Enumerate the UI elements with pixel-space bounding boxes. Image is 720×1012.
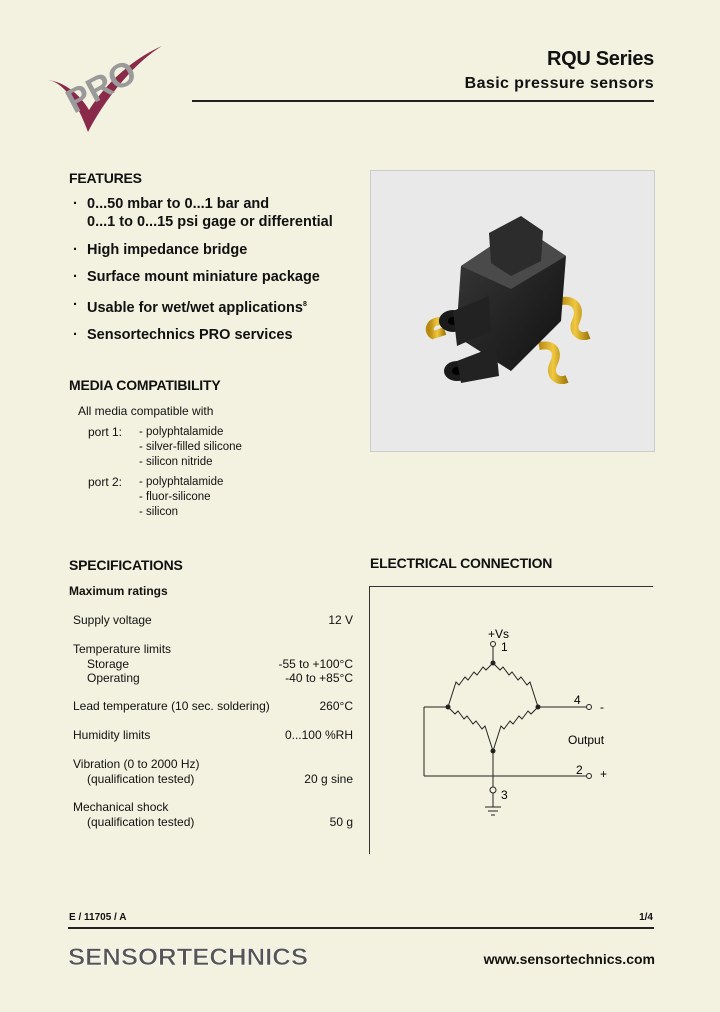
feature-item: · Surface mount miniature package — [70, 268, 360, 286]
resistor — [448, 663, 493, 707]
spec-humidity-limits: Humidity limits 0...100 %RH — [73, 728, 353, 742]
port2-label: port 2: — [88, 475, 123, 489]
logo-text: PRO — [59, 52, 143, 122]
page-number: 1/4 — [639, 912, 653, 923]
terminal-ground — [490, 787, 496, 793]
ground-icon — [485, 807, 501, 815]
features-heading: FEATURES — [69, 170, 142, 186]
pin4-label: 4 — [574, 693, 581, 707]
footer-rule — [68, 927, 654, 929]
electrical-heading: ELECTRICAL CONNECTION — [370, 555, 553, 571]
terminal-vs — [491, 642, 496, 647]
vs-label: +Vs — [488, 627, 510, 641]
port1-label: port 1: — [88, 425, 123, 439]
footnote-marker: 8 — [302, 300, 307, 308]
pin1-label: 1 — [501, 640, 508, 654]
spec-temperature-limits: Temperature limits Storage -55 to +100°C Operating -40 to +85°C — [73, 642, 353, 685]
electrical-side-rule — [369, 586, 370, 854]
resistor — [493, 707, 538, 751]
spec-mechanical-shock: Mechanical shock (qualification tested) 50 g — [73, 800, 353, 829]
spec-supply-voltage: Supply voltage 12 V — [73, 613, 353, 627]
plus-label: + — [600, 767, 608, 781]
terminal-out-minus — [587, 705, 592, 710]
features-list — [70, 195, 360, 353]
website-link[interactable]: www.sensortechnics.com — [483, 951, 655, 967]
spec-vibration: Vibration (0 to 2000 Hz) (qualification tested) 20 g sine — [73, 757, 353, 786]
sensortechnics-logo — [68, 940, 312, 972]
port1-list: - polyphtalamide - silver-filled silicone - silicon nitride — [139, 426, 242, 468]
resistor — [448, 707, 493, 751]
pin3-label: 3 — [501, 788, 508, 802]
specifications-heading: SPECIFICATIONS — [69, 557, 183, 573]
header-rule — [192, 100, 654, 102]
feature-item: · Usable for wet/wet applications$^8$ — [70, 296, 360, 317]
spec-lead-temperature: Lead temperature (10 sec. soldering) 260°C — [73, 699, 353, 713]
bridge-circuit-diagram — [372, 587, 654, 852]
pin2-label: 2 — [576, 763, 583, 777]
media-intro: All media compatible with — [78, 404, 214, 418]
port2-list: - polyphtalamide - fluor-silicone - silicon — [139, 476, 224, 518]
terminal-out-plus — [587, 774, 592, 779]
feature-item: · Sensortechnics PRO services — [70, 326, 360, 344]
minus-label: - — [600, 700, 604, 714]
media-heading: MEDIA COMPATIBILITY — [69, 377, 221, 393]
series-subtitle: Basic pressure sensors — [464, 75, 654, 92]
specifications-subheading: Maximum ratings — [69, 584, 168, 598]
brand-text: SENSORTECHNICS — [68, 944, 308, 971]
product-photo — [370, 170, 655, 452]
resistor — [493, 663, 538, 707]
pro-logo — [40, 32, 170, 142]
sensor-image — [371, 171, 654, 451]
output-label: Output — [568, 733, 605, 747]
feature-item: · 0...50 mbar to 0...1 bar and 0...1 to 0...15 psi gage or differential — [70, 195, 360, 231]
series-title: RQU Series — [546, 48, 654, 70]
document-code: E / 11705 / A — [69, 912, 127, 923]
feature-item: · High impedance bridge — [70, 241, 360, 259]
